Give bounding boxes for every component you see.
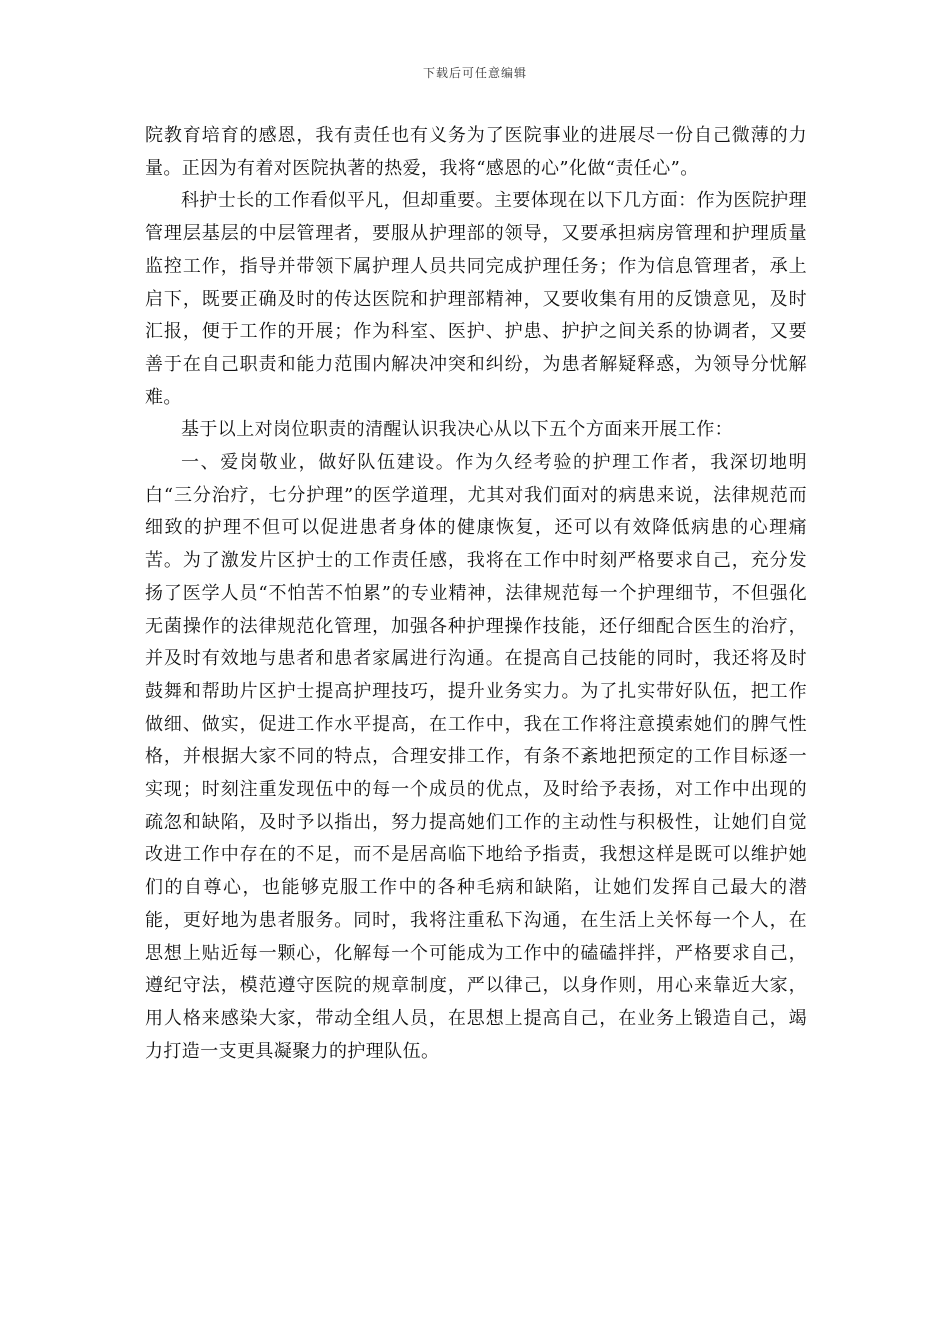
paragraph-intro-five-aspects: 基于以上对岗位职责的清醒认识我决心从以下五个方面来开展工作： [181, 419, 733, 441]
page-header: 下载后可任意编辑 [422, 66, 527, 80]
paragraph-continuation: 院教育培育的感恩，我有责任也有义务为了医院事业的进展尽一份自己微薄的力量。正因为有着对医院执著的热爱，我将“感恩的心”化做“责任心”。 [145, 125, 807, 179]
document-body [145, 120, 807, 1068]
paragraph-team-building: 一、爱岗敬业，做好队伍建设。作为久经考验的护理工作者，我深切地明白“三分治疗，七分护理”的医学道理，尤其对我们面对的病患来说，法律规范而细致的护理不但可以促进患者身体的健康恢复，还可以有效降低病患的心理痛苦。为了激发片区护士的工作责任感，我将在工作中时刻严格要求自己，充分发扬了医学人员“不怕苦不怕累”的专业精神，法律规范每一个护理细节，不但强化无菌操作的法律规范化管理，加强各种护理操作技能，还仔细配合医生的治疗，并及时有效地与患者和患者家属进行沟通。在提高自己技能的同时，我还将及时鼓舞和帮助片区护士提高护理技巧，提升业务实力。为了扎实带好队伍，把工作做细、做实，促进工作水平提高，在工作中，我在工作将注意摸索她们的脾气性格，并根据大家不同的特点，合理安排工作，有条不紊地把预定的工作目标逐一实现；时刻注重发现伍中的每一个成员的优点，及时给予表扬，对工作中出现的疏忽和缺陷，及时予以指出，努力提高她们工作的主动性与积极性，让她们自觉改进工作中存在的不足，而不是居高临下地给予指责，我想这样是既可以维护她们的自尊心，也能够克服工作中的各种毛病和缺陷，让她们发挥自己最大的潜能，更好地为患者服务。同时，我将注重私下沟通，在生活上关怀每一个人，在思想上贴近每一颗心，化解每一个可能成为工作中的磕磕拌拌，严格要求自己，遵纪守法，模范遵守医院的规章制度，严以律己，以身作则，用心来靠近大家，用人格来感染大家，带动全组人员，在思想上提高自己，在业务上锻造自己，竭力打造一支更具凝聚力的护理队伍。 [145, 452, 807, 1062]
paragraph-role-description: 科护士长的工作看似平凡，但却重要。主要体现在以下几方面：作为医院护理管理层基层的中层管理者，要服从护理部的领导，又要承担病房管理和护理质量监控工作，指导并带领下属护理人员共同完成护理任务；作为信息管理者，承上启下，既要正确及时的传达医院和护理部精神，又要收集有用的反馈意见，及时汇报，便于工作的开展；作为科室、医护、护患、护护之间关系的协调者，又要善于在自己职责和能力范围内解决冲突和纠纷，为患者解疑释惑，为领导分忧解难。 [145, 190, 807, 408]
